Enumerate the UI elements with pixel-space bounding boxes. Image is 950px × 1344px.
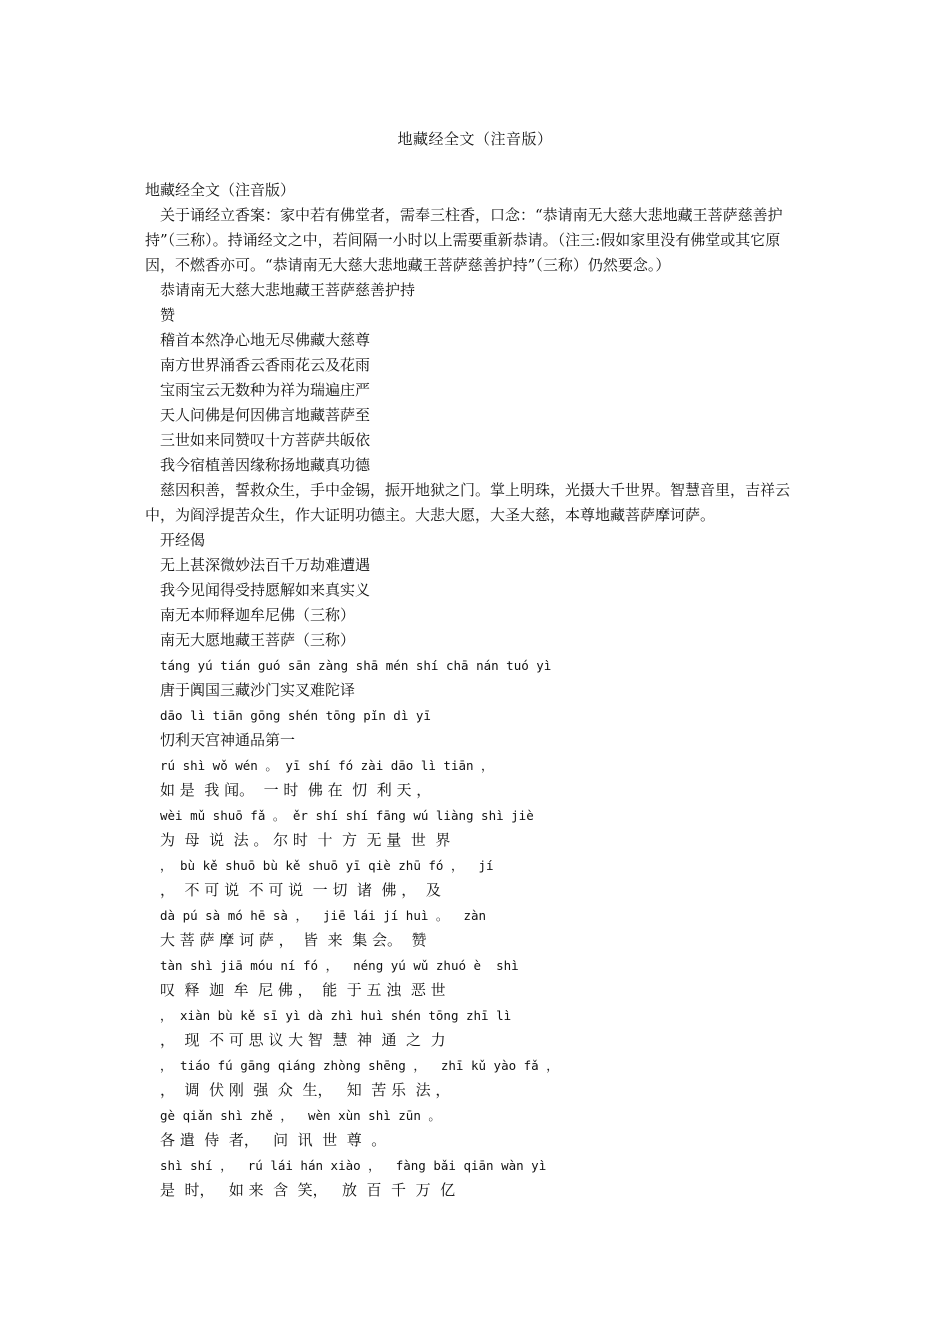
zan-heading: 赞 (160, 306, 176, 324)
hanzi-line: 如 是 我 闻。 一 时 佛 在 忉 利 天 ， (160, 781, 432, 799)
document-body (145, 178, 807, 1203)
opening-line: 无上甚深微妙法百千万劫难遭遇 (160, 556, 371, 574)
pinyin-line: ， tiáo fú gāng qiáng zhòng shēng ， zhī kǔ yào fǎ ， (160, 1058, 559, 1073)
verse-line: 南方世界涌香云香雨花云及花雨 (160, 356, 371, 374)
praise-paragraph: 慈因积善，誓救众生，手中金锡，振开地狱之门。掌上明珠，光摄大千世界。智慧音里，吉祥云中，为阎浮提苦众生，作大证明功德主。大悲大愿，大圣大慈，本尊地藏菩萨摩诃萨。 (145, 481, 791, 524)
page-title: 地藏经全文（注音版） (397, 130, 553, 148)
hanzi-line: ， 不 可 说 不 可 说 一 切 诸 佛 ， 及 (160, 881, 441, 899)
hanzi-line: 各 遣 侍 者， 问 讯 世 尊 。 (160, 1131, 387, 1149)
verse-line: 宝雨宝云无数种为祥为瑞遍庄严 (160, 381, 371, 399)
pinyin-line: tàn shì jiā móu ní fó ， néng yú wǔ zhuó è shì (160, 958, 519, 973)
hanzi-line: ， 现 不 可 思 议 大 智 慧 神 通 之 力 (160, 1031, 446, 1049)
verse-line: 天人问佛是何因佛言地藏菩萨至 (160, 406, 371, 424)
pinyin-line: ， xiàn bù kě sī yì dà zhì huì shén tōng zhī lì (160, 1008, 512, 1023)
doc-heading: 地藏经全文（注音版） (145, 181, 296, 199)
opening-line: 我今见闻得受持愿解如来真实义 (160, 581, 371, 599)
hanzi-line: 忉利天宫神通品第一 (160, 731, 296, 749)
opening-line: 南无本师释迦牟尼佛（三称） (160, 606, 356, 624)
pinyin-line: dāo lì tiān gōng shén tōng pǐn dì yī (160, 708, 431, 723)
pinyin-line: dà pú sà mó hē sà ， jiē lái jí huì 。 zàn (160, 908, 487, 923)
pinyin-line: rú shì wǒ wén 。 yī shí fó zài dāo lì tiān ， (160, 758, 494, 773)
verse-line: 三世如来同赞叹十方菩萨共皈依 (160, 431, 371, 449)
hanzi-line: 为 母 说 法 。 尔 时 十 方 无 量 世 界 (160, 831, 451, 849)
hanzi-line: 是 时， 如 来 含 笑， 放 百 千 万 亿 (160, 1181, 456, 1199)
pinyin-line: gè qiǎn shì zhě ， wèn xùn shì zūn 。 (160, 1108, 441, 1123)
invocation-line: 恭请南无大慈大悲地藏王菩萨慈善护持 (160, 281, 416, 299)
hanzi-line: 唐于阗国三藏沙门实叉难陀译 (160, 681, 356, 699)
intro-paragraph: 关于诵经立香案：家中若有佛堂者，需奉三柱香，口念：“恭请南无大慈大悲地藏王菩萨慈善护持”（三称）。持诵经文之中，若间隔一小时以上需要重新恭请。（注三:假如家里没有佛堂或其它原因，不燃香亦可。“恭请南无大慈大悲地藏王菩萨慈善护持”（三称）仍然要念。） (145, 206, 783, 274)
hanzi-line: 叹 释 迦 牟 尼 佛 ， 能 于 五 浊 恶 世 (160, 981, 446, 999)
pinyin-line: shì shí ， rú lái hán xiào ， fàng bǎi qiān wàn yì (160, 1158, 547, 1173)
verse-line: 我今宿植善因缘称扬地藏真功德 (160, 456, 371, 474)
opening-line: 南无大愿地藏王菩萨（三称） (160, 631, 356, 649)
pinyin-line: wèi mǔ shuō fǎ 。 ěr shí shí fāng wú liàng shì jiè (160, 808, 534, 823)
hanzi-line: 大 菩 萨 摩 诃 萨 ， 皆 来 集 会。 赞 (160, 931, 427, 949)
opening-heading: 开经偈 (160, 531, 206, 549)
verse-line: 稽首本然净心地无尽佛藏大慈尊 (160, 331, 371, 349)
hanzi-line: ， 调 伏 刚 强 众 生， 知 苦 乐 法 ， (160, 1081, 451, 1099)
pinyin-line: ， bù kě shuō bù kě shuō yī qiè zhū fó ， jí (160, 858, 494, 873)
pinyin-line: táng yú tián guó sān zàng shā mén shí chā nán tuó yì (160, 658, 552, 673)
